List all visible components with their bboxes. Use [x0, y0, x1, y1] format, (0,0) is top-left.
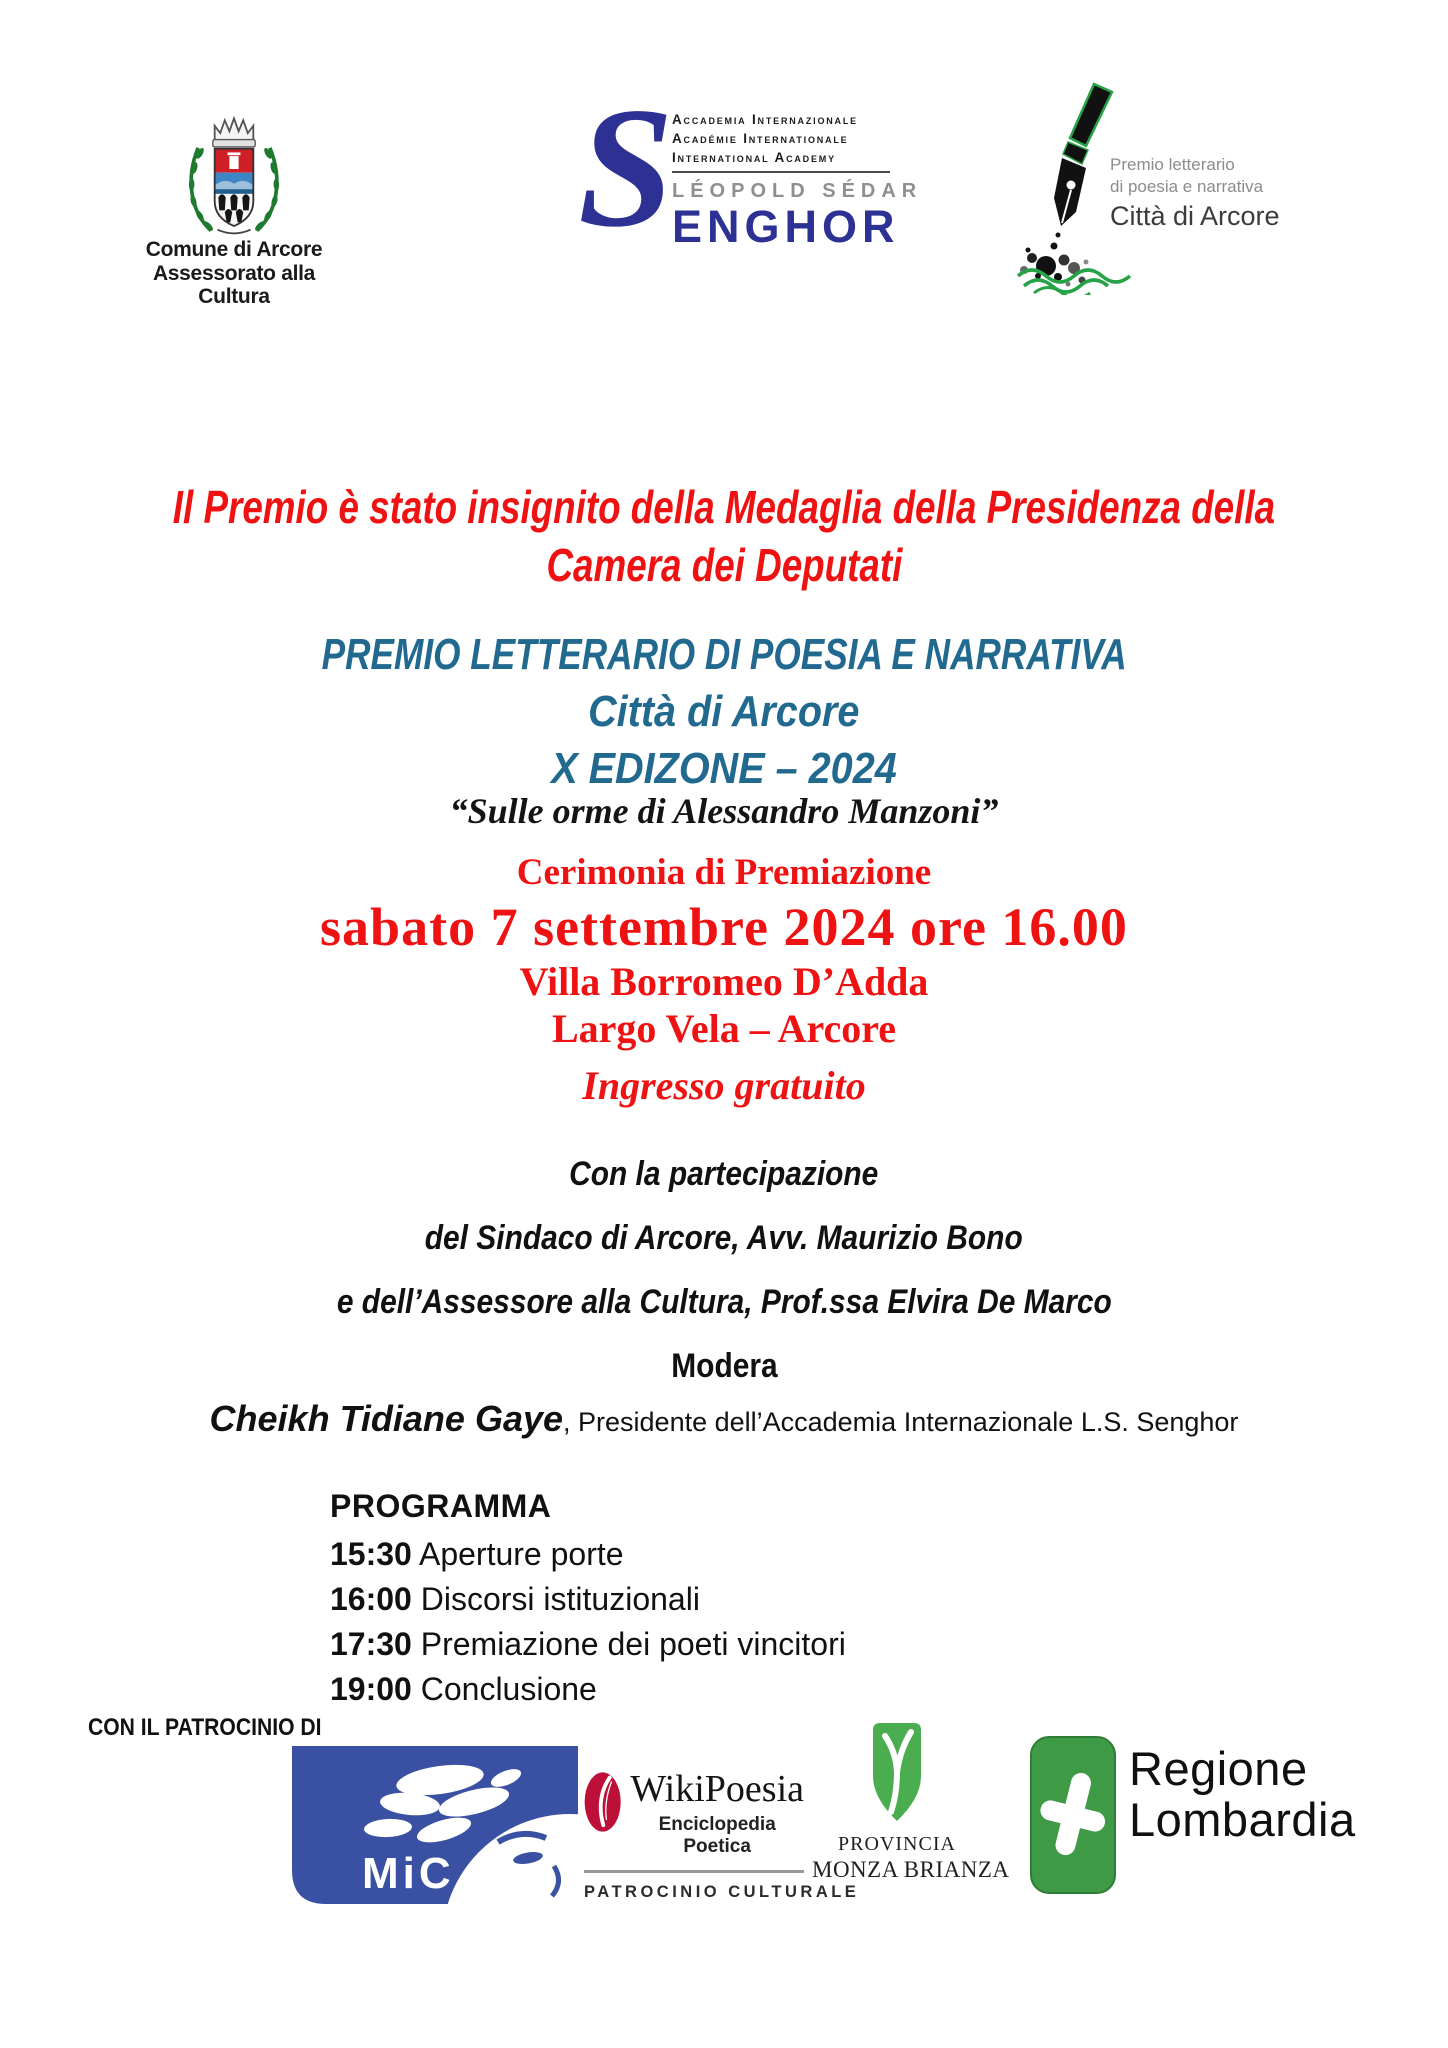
moderator-role: , Presidente dell’Accademia Internazionale L.S. Senghor	[563, 1407, 1239, 1437]
provincia-label-line1: PROVINCIA	[838, 1833, 956, 1855]
ceremony-address: Largo Vela – Arcore	[551, 1006, 897, 1051]
ceremony-datetime: sabato 7 settembre 2024 ore 16.00	[320, 897, 1128, 957]
mic-label: MiC	[362, 1849, 455, 1898]
comune-arcore-crest-icon	[174, 100, 294, 238]
prize-title-edition: X EDIZONE – 2024	[551, 744, 897, 793]
medal-notice-line1: Il Premio è stato insignito della Medaglia della Presidenza della	[172, 481, 1276, 533]
comune-logo-name: Comune di Arcore	[145, 238, 323, 261]
program-item-3	[330, 1622, 846, 1667]
program-schedule	[330, 1480, 846, 1712]
premio-citta-arcore-logo	[1000, 80, 1310, 305]
wikipoesia-tagline: PATROCINIO CULTURALE	[584, 1882, 860, 1901]
wikipoesia-name: WikiPoesia	[630, 1768, 804, 1810]
medal-notice	[0, 478, 1448, 594]
senghor-academy-logo	[578, 73, 923, 263]
rosa-camuna-icon	[1030, 1736, 1116, 1894]
program-heading: PROGRAMMA	[330, 1488, 552, 1524]
participation-intro: Con la partecipazione	[569, 1155, 879, 1193]
ceremony-heading: Cerimonia di Premiazione	[516, 852, 932, 893]
premio-logo-line1: Premio letterario	[1110, 155, 1235, 174]
wikipoesia-logo	[584, 1754, 860, 1902]
wikipoesia-subtitle: Enciclopedia Poetica	[658, 1813, 776, 1857]
senghor-surname: ENGHOR	[672, 201, 900, 253]
prize-title-line2: Città di Arcore	[588, 687, 860, 736]
senghor-org-line-fr: Académie Internationale	[672, 131, 849, 147]
program-activity-3: Premiazione dei poeti vincitori	[420, 1626, 846, 1662]
program-activity-4: Conclusione	[420, 1671, 597, 1707]
program-activity-2: Discorsi istituzionali	[420, 1581, 700, 1617]
senghor-first-names: LÉOPOLD SÉDAR	[672, 180, 923, 203]
provincia-label-line2: MONZA BRIANZA	[812, 1857, 1010, 1882]
program-time-3: 17:30	[330, 1626, 412, 1662]
premio-logo-line3: Città di Arcore	[1110, 201, 1280, 232]
lombardia-label-line2: Lombardia	[1129, 1792, 1356, 1846]
program-item-2	[330, 1577, 846, 1622]
regione-lombardia-logo	[1030, 1736, 1356, 1894]
senghor-org-line-it: Accademia Internazionale	[672, 112, 858, 127]
program-time-2: 16:00	[330, 1581, 412, 1617]
ceremony-venue: Villa Borromeo D’Adda	[519, 959, 929, 1004]
program-time-4: 19:00	[330, 1671, 412, 1707]
moderator-name: Cheikh Tidiane Gaye	[209, 1398, 564, 1439]
premio-logo-line2: di poesia e narrativa	[1110, 177, 1264, 197]
comune-di-arcore-logo	[122, 100, 346, 309]
wikipoesia-quill-icon	[584, 1754, 621, 1850]
provincia-mb-logo	[812, 1720, 1010, 1884]
senghor-s-icon: S	[578, 73, 674, 263]
lombardia-label-line1: Regione	[1129, 1742, 1308, 1795]
admission-note: Ingresso gratuito	[582, 1063, 866, 1108]
comune-logo-dept: Assessorato alla Cultura	[152, 261, 316, 309]
mic-logo-icon	[292, 1746, 578, 1904]
medal-notice-line2: Camera dei Deputati	[546, 539, 902, 591]
moderates-label: Modera	[670, 1347, 778, 1385]
provincia-shield-icon	[867, 1720, 927, 1824]
program-activity-1: Aperture porte	[418, 1536, 624, 1572]
participation-guest1: del Sindaco di Arcore, Avv. Maurizio Bono	[425, 1219, 1023, 1257]
program-item-1	[330, 1532, 846, 1577]
senghor-divider	[672, 171, 890, 173]
edition-motto: “Sulle orme di Alessandro Manzoni”	[449, 791, 999, 831]
participation-guest2: e dell’Assessore alla Cultura, Prof.ssa Elvira De Marco	[336, 1283, 1112, 1321]
program-time-1: 15:30	[330, 1536, 412, 1572]
ceremony-details	[0, 850, 1448, 1052]
mic-ministry-logo	[292, 1746, 578, 1909]
patronage-heading: CON IL PATROCINIO DI	[88, 1714, 322, 1741]
program-item-4	[330, 1667, 846, 1712]
senghor-org-line-en: International Academy	[672, 150, 836, 166]
moderator-line	[0, 1398, 1448, 1440]
prize-title-line1: PREMIO LETTERARIO DI POESIA E NARRATIVA	[321, 630, 1127, 679]
participation-block	[0, 1142, 1448, 1398]
prize-title	[0, 626, 1448, 797]
wikipoesia-divider	[584, 1870, 804, 1873]
